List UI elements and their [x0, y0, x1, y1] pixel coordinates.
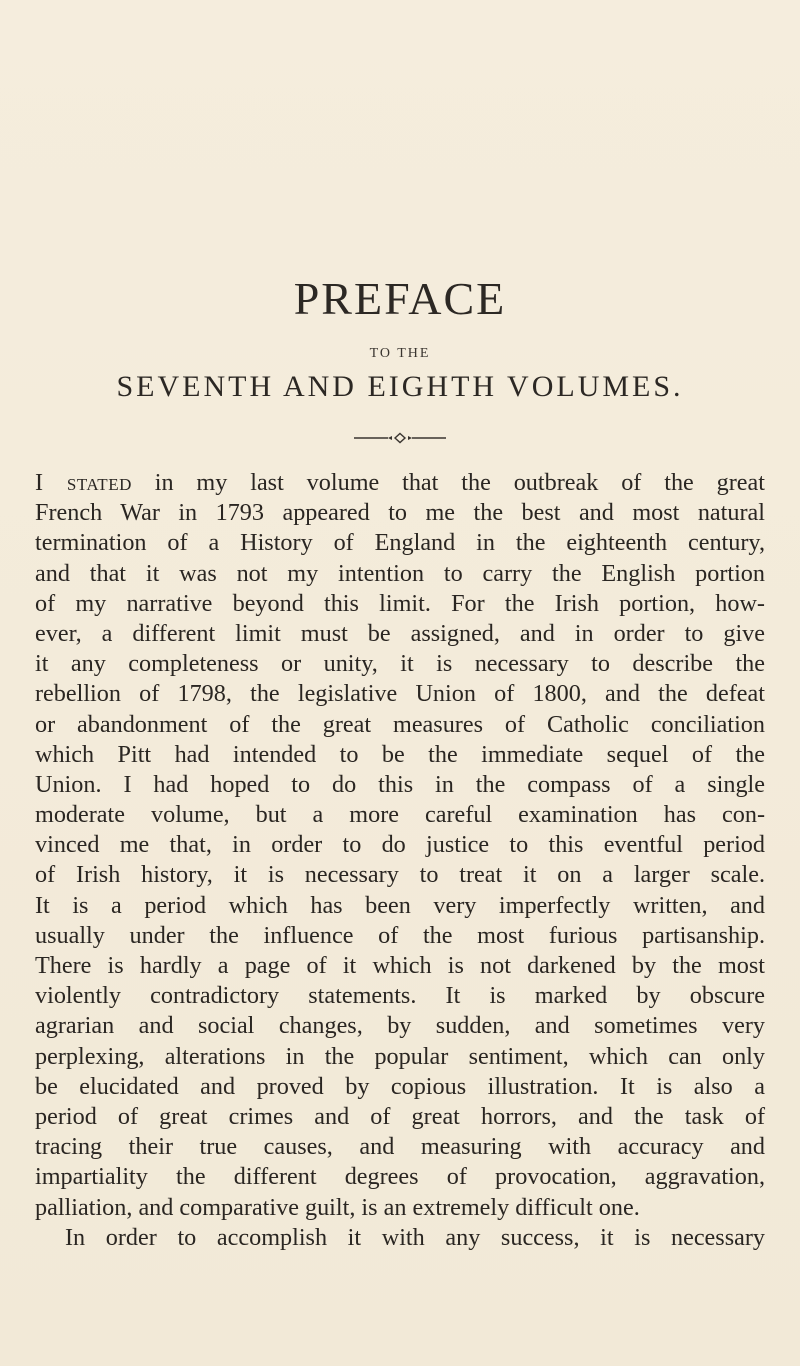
text-line: of my narrative beyond this limit. For the Irish portion, how-: [35, 589, 765, 617]
text-line: and that it was not my intention to carry the English portion: [35, 559, 765, 587]
text-line: In order to accomplish it with any success, it is necessary: [65, 1223, 765, 1251]
text-line: French War in 1793 appeared to me the best and most natural: [35, 499, 765, 527]
text-line: violently contradictory statements. It is marked by obscure: [35, 982, 765, 1010]
text-line: [35, 468, 765, 498]
preface-title: PREFACE: [293, 273, 507, 324]
text-line: which Pitt had intended to be the immediate sequel of the: [35, 740, 765, 768]
opening-word: I stated: [35, 469, 132, 496]
ornament-rule-icon: [354, 432, 446, 444]
text-line: impartiality the different degrees of provocation, aggravation,: [35, 1163, 765, 1191]
text-line: period of great crimes and of great horrors, and the task of: [35, 1102, 765, 1130]
text-line: tracing their true causes, and measuring with accuracy and: [35, 1133, 765, 1161]
text-line: palliation, and comparative guilt, is an extremely difficult one.: [35, 1193, 640, 1221]
text-line: ever, a different limit must be assigned, and in order to give: [35, 619, 765, 647]
to-the-subtitle: TO THE: [369, 346, 431, 361]
text-line: moderate volume, but a more careful examination has con-: [35, 801, 765, 829]
text-line: There is hardly a page of it which is not darkened by the most: [35, 952, 765, 979]
text-line: be elucidated and proved by copious illustration. It is also a: [35, 1072, 765, 1100]
text-line: of Irish history, it is necessary to treat it on a larger scale.: [35, 861, 765, 889]
preface-body: [35, 468, 765, 1253]
text-line: agrarian and social changes, by sudden, and sometimes very: [35, 1012, 765, 1040]
volumes-subtitle: SEVENTH AND EIGHTH VOLUMES.: [116, 370, 684, 403]
text-line: vinced me that, in order to do justice to this eventful period: [35, 831, 765, 859]
text-line: termination of a History of England in the eighteenth century,: [35, 529, 765, 557]
text-line-content: in my last volume that the outbreak of the great: [131, 469, 765, 496]
text-line: or abandonment of the great measures of Catholic conciliation: [35, 710, 765, 738]
text-line: perplexing, alterations in the popular sentiment, which can only: [35, 1042, 765, 1070]
text-line: Union. I had hoped to do this in the compass of a single: [35, 770, 765, 798]
text-line: rebellion of 1798, the legislative Union of 1800, and the defeat: [35, 680, 765, 708]
text-line: usually under the influence of the most furious partisanship.: [35, 921, 765, 949]
text-line: it any completeness or unity, it is necessary to describe the: [35, 650, 765, 678]
text-line: It is a period which has been very imperfectly written, and: [35, 891, 765, 919]
